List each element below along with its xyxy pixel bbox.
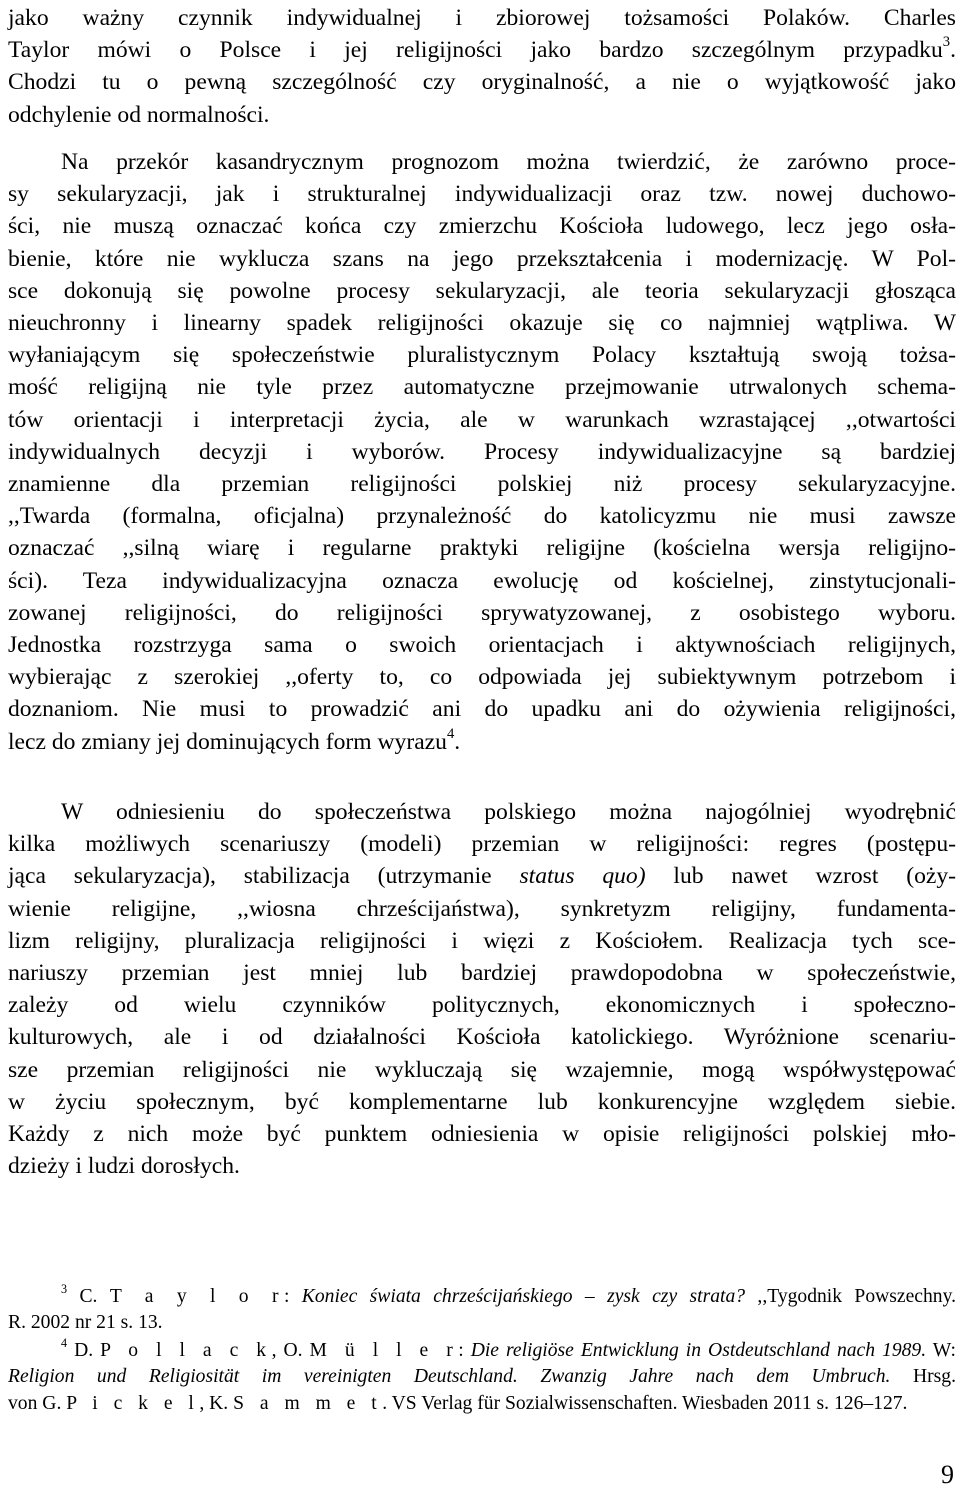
text-line: W odniesieniu do społeczeństwa polskiego można najogólniej wyodrębnić	[61, 799, 956, 825]
text-line: nariuszy przemian jest mniej lub bardziej prawdopodobna w społeczeństwie,	[8, 960, 956, 987]
text-line: wienie religijne, ,,wiosna chrześcijaństwa), synkretyzm religijny, fundamenta-	[8, 895, 956, 922]
footnote-line: $^3$ C. T a y l o r: Koniec świata chrześcijańskiego – zysk czy strata? ,,Tygodnik Powszechny.	[61, 1281, 957, 1307]
text-line: w życiu społecznym, być komplementarne lub konkurencyjne względem siebie.	[8, 1088, 956, 1115]
work-title: Die religiöse Entwicklung in Ostdeutschland nach 1989.	[470, 1340, 927, 1361]
paragraph-3	[8, 796, 956, 1182]
text-line: ści). Teza indywidualizacyjna oznacza ewolucję od kościelnej, zinstytucjonali-	[8, 567, 956, 594]
footnote-line: $^4$ D. P o l l a c k, O. M ü l l e r: Die religiöse Entwicklung in Ostdeutschland nach 1989. W:	[61, 1335, 957, 1361]
work-title: Religion und Religiosität im vereinigten Deutschland. Zwanzig Jahre nach dem Umbruch.	[8, 1366, 891, 1388]
text-line: zowanej religijności, do religijności sprywatyzowanej, z osobistego wyboru.	[8, 599, 956, 626]
text-line: lizm religijny, pluralizacja religijności i więzi z Kościołem. Realizacja tych sce-	[8, 927, 956, 954]
author-name: T a y l o r	[109, 1286, 284, 1307]
text-line: Taylor mówi o Polsce i jej religijności jako bardzo szczególnym przypadku$^3$.	[8, 34, 956, 64]
text-line: sze przemian religijności nie wykluczają się wzajemnie, mogą współwystępować	[8, 1056, 956, 1083]
text-line: nieuchronny i linearny spadek religijności okazuje się co najmniej wątpliwa. W	[8, 310, 956, 337]
text-line: indywidualnych decyzji i wyborów. Procesy indywidualizacyjne są bardziej	[8, 438, 956, 465]
text-line: jako ważny czynnik indywidualnej i zbiorowej tożsamości Polaków. Charles	[8, 5, 956, 31]
text-line: ści, nie muszą oznaczać końca czy zmierzchu Kościoła ludowego, lecz jego osła-	[8, 213, 956, 240]
text-line: wybierając z szerokiej ,,oferty to, co odpowiada jej subiektywnym potrzebom i	[8, 664, 956, 691]
footnote-3	[8, 1281, 957, 1337]
footnote-4	[8, 1335, 957, 1417]
text-line: ,,Twarda (formalna, oficjalna) przynależność do katolicyzmu nie musi zawsze	[8, 503, 956, 530]
footnote-number: 4	[61, 1335, 68, 1350]
text-line: kulturowych, ale i od działalności Kościoła katolickiego. Wyróżnione scenariu-	[8, 1024, 956, 1051]
text-line: Na przekór kasandrycznym prognozom można twierdzić, że zarówno proce-	[61, 149, 956, 175]
author-name: M ü l l e r	[309, 1340, 459, 1361]
text-line: sce dokonują się powolne procesy sekularyzacji, ale teoria sekularyzacji głosząca	[8, 277, 956, 304]
text-line: znamienne dla przemian religijności polskiej niż procesy sekularyzacyjne.	[8, 471, 956, 498]
text-line: kilka możliwych scenariuszy (modeli) przemian w religijności: regres (postępu-	[8, 831, 956, 858]
text-line: lecz do zmiany jej dominujących form wyrazu$^4$.	[8, 725, 461, 755]
footnote-line: R. 2002 nr 21 s. 13.	[8, 1312, 163, 1334]
text-line: doznaniom. Nie musi to prowadzić ani do upadku ani do ożywienia religijności,	[8, 696, 956, 723]
footnote-line: Religion und Religiosität im vereinigten Deutschland. Zwanzig Jahre nach dem Umbruch. Hrsg.	[8, 1366, 956, 1388]
page-number: 9	[941, 1460, 954, 1489]
paragraph-2	[8, 146, 956, 758]
text-line: zależy od wielu czynników politycznych, ekonomicznych i społeczno-	[8, 992, 956, 1019]
text-line: tów orientacji i interpretacji życia, ale w warunkach wzrastającej ,,otwartości	[8, 406, 956, 433]
footnote-number: 3	[61, 1281, 68, 1296]
text-line: oznaczać ,,silną wiarę i regularne praktyki religijne (kościelna wersja religijno-	[8, 535, 956, 562]
work-title: Koniec świata chrześcijańskiego – zysk czy strata?	[301, 1286, 746, 1307]
footnote-line: von G. P i c k e l, K. S a m m e t. VS Verlag für Sozialwissenschaften. Wiesbaden 2011 s. 126–127.	[8, 1392, 908, 1414]
text-line: bienie, które nie wyklucza szans na jego przekształcenia i modernizację. W Pol-	[8, 245, 956, 272]
text-line: mość religijną nie tyle przez automatyczne przejmowanie utrwalonych schema-	[8, 374, 956, 401]
footnote-ref[interactable]: 4	[446, 725, 455, 742]
paragraph-1	[8, 2, 956, 131]
text-line: wyłaniającym się społeczeństwie pluralistycznym Polacy kształtują swoją tożsa-	[8, 342, 956, 369]
text-line: Każdy z nich może być punktem odniesienia w opisie religijności polskiej mło-	[8, 1121, 956, 1148]
text-line: Jednostka rozstrzyga sama o swoich orientacjach i aktywnościach religijnych,	[8, 632, 956, 659]
text-line: sy sekularyzacji, jak i strukturalnej indywidualizacji oraz tzw. nowej duchowo-	[8, 181, 956, 208]
text-line: odchylenie od normalności.	[8, 101, 270, 128]
footnote-ref[interactable]: 3	[942, 34, 951, 51]
author-name: P o l l a c k	[100, 1340, 272, 1361]
text-line: dzieży i ludzi dorosłych.	[8, 1153, 240, 1180]
author-name: P i c k e l	[66, 1392, 200, 1414]
author-name: S a m m e t	[233, 1392, 383, 1414]
text-line: jąca sekularyzacja), stabilizacja (utrzymanie status quo) lub nawet wzrost (oży-	[8, 863, 957, 890]
text-line: Chodzi tu o pewną szczególność czy oryginalność, a nie o wyjątkowość jako	[8, 69, 956, 96]
